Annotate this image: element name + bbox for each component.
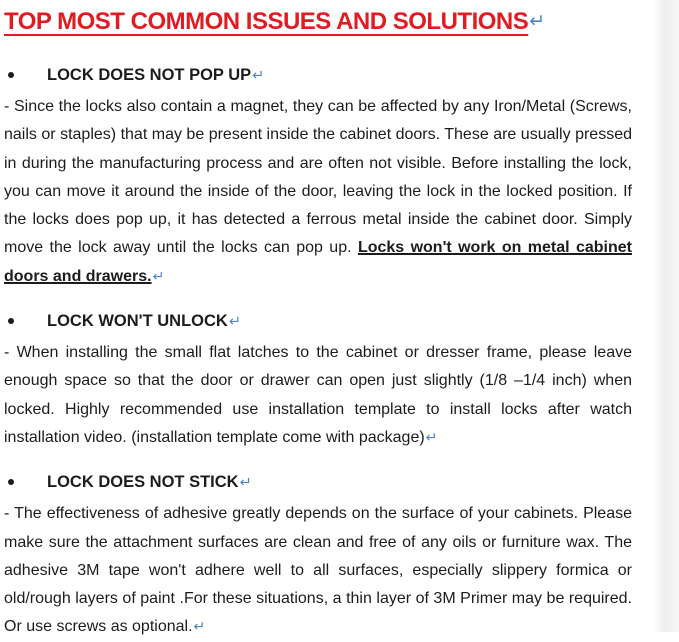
paragraph-mark-icon: ↵ [239,475,252,492]
section-lock-does-not-stick [4,471,632,641]
document-title-line [4,6,632,40]
paragraph-mark-icon: ↵ [252,68,265,84]
section-body [4,339,632,452]
paragraph-mark-icon: ↵ [228,314,241,331]
paragraph-mark-icon: ↵ [152,268,165,285]
document-page [4,6,632,642]
bullet-icon [8,72,14,78]
page-edge-shadow [653,0,679,632]
body-text: - The effectiveness of adhesive greatly depends on the surface of your cabinets. Please make sure the attachment surfaces are clean and free of any oils or furniture wax. The adhesive 3M tape won't adhere well to all surfaces, especially slippery formica or old/rough layers of paint .For these situations, a thin layer of 3M Primer may be required. Or use screws as optional. [4,505,632,636]
section-heading: LOCK WON'T UNLOCK [47,312,228,331]
section-lock-does-not-pop-up [4,64,632,291]
section-heading-row [4,471,632,494]
paragraph-mark-icon: ↵ [529,10,546,32]
body-text: - Since the locks also contain a magnet, they can be affected by any Iron/Metal (Screws, nails or staples) that may be present inside the cabinet doors. These are usually pressed in during the manufacturing process and are often not visible. Before installing the lock, you can move it around the inside of the door, leaving the lock in the locked position. If the locks does pop up, it has detected a ferrous metal inside the cabinet door. Simply move the lock away until the locks can pop up. [4,98,632,257]
body-text-emphasis: Locks won't work on metal cabinet doors and drawers. [4,239,632,285]
section-heading-row [4,310,632,333]
paragraph-mark-icon: ↵ [425,429,438,446]
bullet-icon [8,318,14,324]
section-lock-wont-unlock [4,310,632,452]
paragraph-mark-icon: ↵ [193,619,206,636]
section-heading: LOCK DOES NOT STICK [47,473,239,492]
section-heading-row [4,64,632,87]
document-title: TOP MOST COMMON ISSUES AND SOLUTIONS [4,8,529,35]
body-text: - When installing the small flat latches to the cabinet or dresser frame, please leave enough space so that the door or drawer can open just slightly (1/8 –1/4 inch) when locked. Highly recommended use installation template to install locks after watch installation video. (installation template come with package) [4,344,632,446]
bullet-icon [8,479,14,485]
section-body [4,500,632,641]
section-heading: LOCK DOES NOT POP UP [47,66,252,84]
section-body [4,93,632,291]
